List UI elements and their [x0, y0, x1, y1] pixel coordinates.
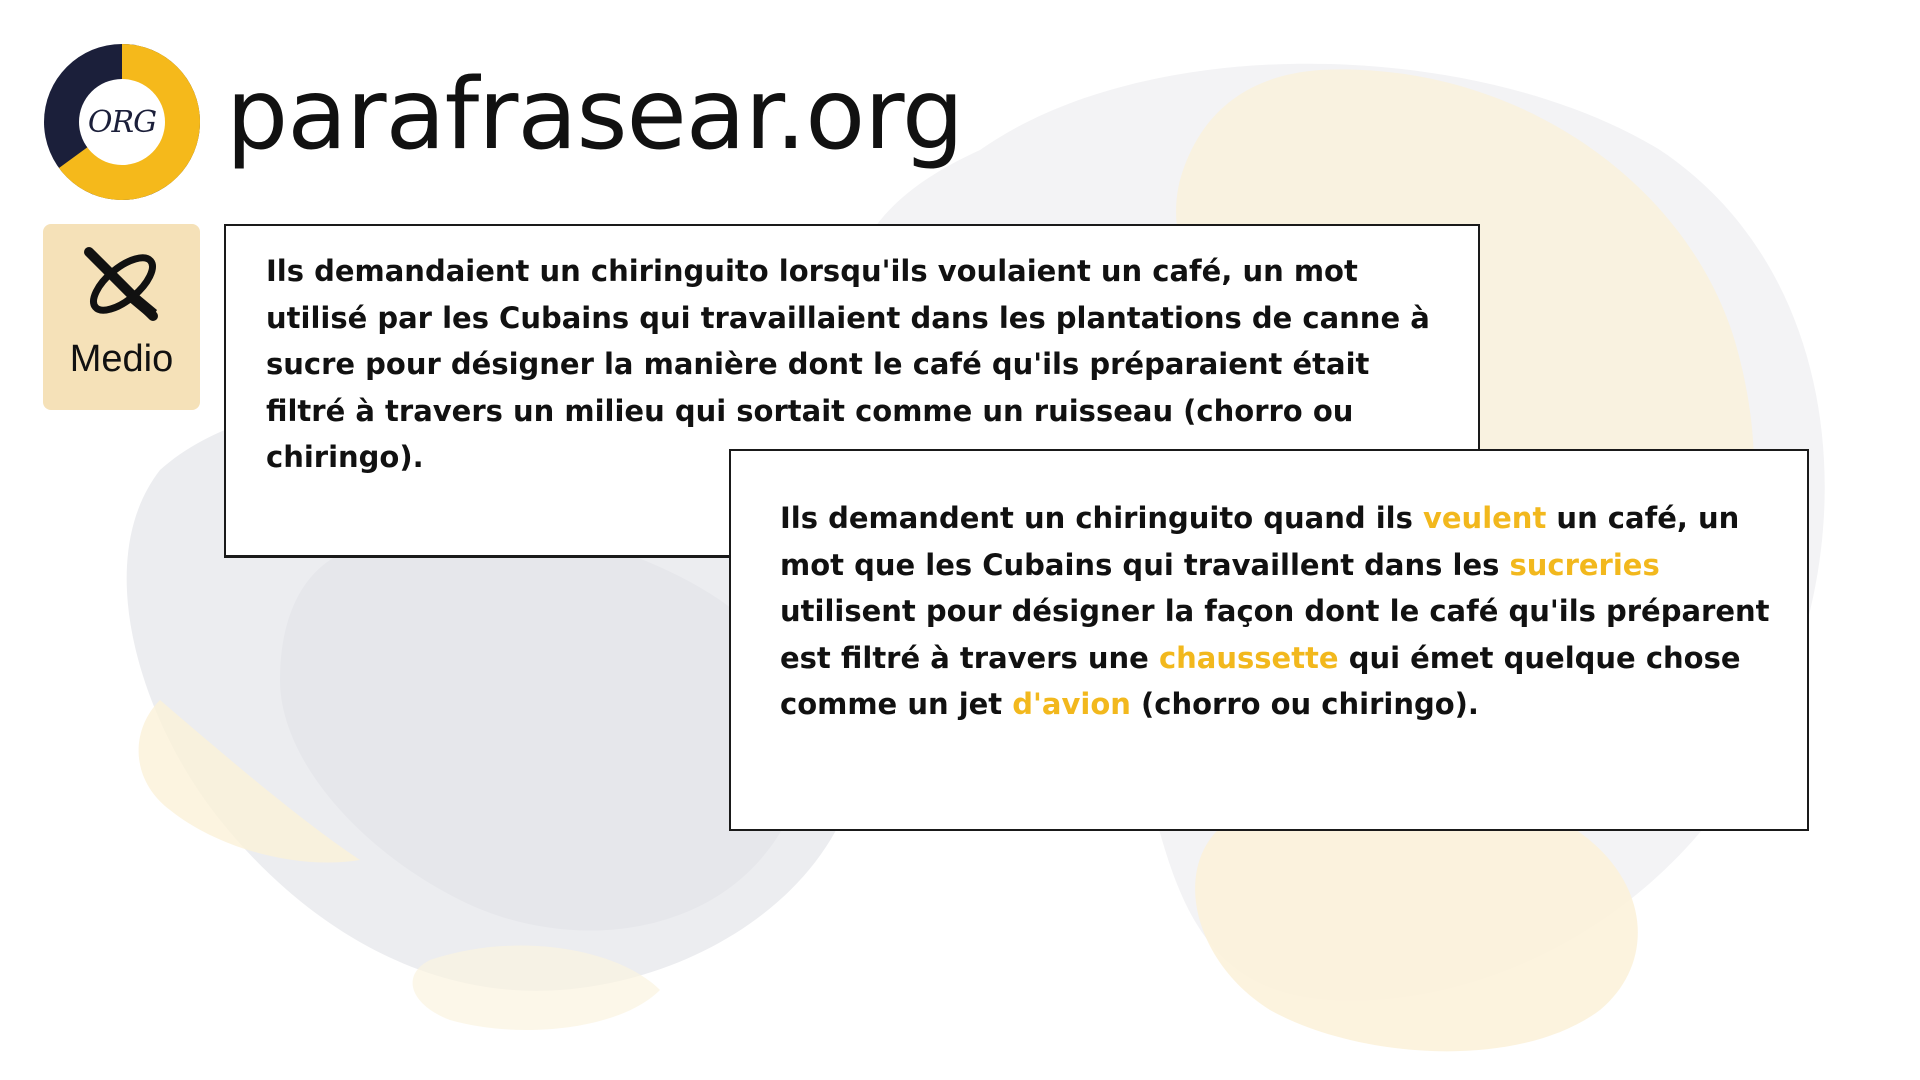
logo-text: ORG — [87, 104, 157, 140]
brand-logo — [44, 44, 200, 200]
site-title[interactable]: parafrasear.org — [226, 58, 964, 172]
highlighted-word: sucreries — [1509, 547, 1660, 582]
highlighted-word: chaussette — [1158, 640, 1339, 675]
paraphrase-segment: un café, un mot que les Cubains qui travaillent dans les — [780, 501, 1740, 582]
paraphrase-text-box — [729, 449, 1809, 831]
paraphrase-text — [780, 495, 1780, 728]
original-text: Ils demandaient un chiringuito lorsqu'ils voulaient un café, un mot utilisé par les Cubains qui travaillaient dans les plantations de canne à sucre pour désigner la manière dont le café qu'ils préparaient était filtré à travers un milieu qui sortait comme un ruisseau (chorro ou chiringo). — [266, 254, 1430, 474]
highlighted-word: veulent — [1422, 501, 1547, 535]
highlighted-word: d'avion — [1012, 687, 1131, 721]
paraphrase-segment: qui émet quelque chose comme un jet — [780, 640, 1741, 721]
level-badge — [43, 224, 200, 410]
paraphrase-segment: Ils demandent un chiringuito quand ils — [780, 501, 1423, 535]
level-label: Medio — [69, 338, 174, 380]
paraphrase-segment: utilisent pour désigner la façon dont le café qu'ils préparent est filtré à travers une — [780, 594, 1770, 675]
pen-nib-icon — [81, 244, 163, 326]
paraphrase-segment: (chorro ou chiringo). — [1130, 687, 1479, 721]
